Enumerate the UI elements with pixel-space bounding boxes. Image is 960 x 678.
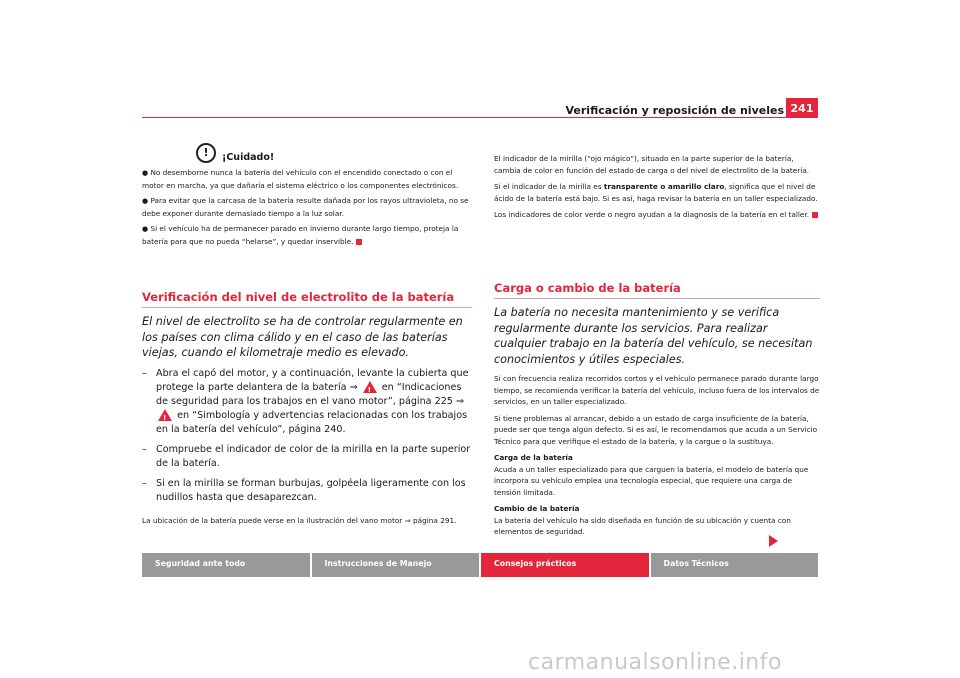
warning-triangle-icon	[158, 409, 172, 421]
exclamation-icon: !	[196, 143, 216, 163]
tab-instrucciones[interactable]: Instrucciones de Manejo	[312, 553, 480, 577]
paragraph: Los indicadores de color verde o negro ayudan a la diagnosis de la batería en el taller.	[494, 209, 820, 221]
page-number: 241	[786, 98, 818, 118]
warning-heading	[142, 146, 472, 163]
warning-bullet-text: Si el vehículo ha de permanecer parado en invierno durante largo tiempo, proteja la batería para que no pueda “helarse”, y quedar inservible.	[142, 224, 459, 246]
section-end-mark	[812, 212, 818, 218]
header-rule	[142, 117, 818, 118]
section-end-mark	[356, 239, 362, 245]
warning-box	[142, 146, 472, 251]
step-text: Compruebe el indicador de color de la mirilla en la parte superior de la batería.	[156, 443, 471, 469]
warning-bullet	[142, 167, 472, 191]
section-title: Verificación del nivel de electrolito de la batería	[142, 290, 472, 308]
bullet-icon: ●	[142, 197, 149, 205]
tab-consejos[interactable]: Consejos prácticos	[481, 553, 649, 577]
running-header-title: Verificación y reposición de niveles	[565, 104, 784, 117]
paragraph: Si con frecuencia realiza recorridos cortos y el vehículo permanece parado durante largo tiempo, se recomienda verificar la batería del vehículo, incluso fuera de los intervalos de servicios, en un taller especializado.	[494, 374, 820, 406]
warning-bullet-text: Para evitar que la carcasa de la batería resulte dañada por los rayos ultravioleta, no se debe exponer durante demasiado tiempo a la luz solar.	[142, 196, 469, 218]
electrolyte-section	[142, 290, 472, 526]
paragraph: Si el indicador de la mirilla es transparente o amarillo claro, significa que el nivel de ácido de la batería está bajo. Si es así, haga revisar la batería en un taller especializado.	[494, 182, 818, 203]
tab-datos[interactable]: Datos Técnicos	[651, 553, 819, 577]
step-item: – Abra el capó del motor, y a continuación, levante la cubierta que protege la parte delantera de la batería ⇒ ! en “Indicaciones de seguridad para los trabajos en el vano motor”, página 225 ⇒ ! en “Simbología y advertencias relacionadas con los trabajos en la batería del vehículo”, página 240.	[142, 367, 472, 437]
section-lead: El nivel de electrolito se ha de controlar regularmente en los países con clima cálido y en el caso de las baterías viejas, cuando el kilometraje medio es elevado.	[142, 315, 463, 359]
warning-bullet	[142, 223, 472, 247]
indicator-text	[494, 153, 820, 226]
subheading: Cambio de la batería	[494, 504, 580, 513]
section-lead: La batería no necesita mantenimiento y se verifica regularmente durante los servicios. Para realizar cualquier trabajo en la batería del vehículo, se necesitan conocimientos y útiles especiales.	[494, 306, 813, 366]
bullet-icon: ●	[142, 225, 149, 233]
step-item: – Si en la mirilla se forman burbujas, golpéela ligeramente con los nudillos hasta que desaparezcan.	[142, 477, 472, 505]
paragraph: La batería del vehículo ha sido diseñada en función de su ubicación y cuenta con elementos de seguridad.	[494, 515, 791, 536]
footer-nav	[142, 553, 818, 577]
highlighted-term: transparente o amarillo claro	[603, 182, 725, 191]
paragraph: Si tiene problemas al arrancar, debido a un estado de carga insuficiente de la batería, puede ser que tenga algún defecto. Si es así, le recomendamos que acuda a un Servicio Técnico para que verifique el estado de la batería, y la cargue o la sustituya.	[494, 413, 818, 446]
step-text: en “Indicaciones de seguridad para los trabajos en el vano motor”, página 225 ⇒	[156, 381, 464, 407]
step-item: – Compruebe el indicador de color de la mirilla en la parte superior de la batería.	[142, 443, 471, 469]
note-text: La ubicación de la batería puede verse en la ilustración del vano motor ⇒ página 291.	[142, 515, 457, 525]
step-text: Abra el capó del motor, y a continuación, levante la cubierta que protege la parte delantera de la batería ⇒	[156, 367, 469, 393]
section-title: Carga o cambio de la batería	[494, 281, 820, 299]
step-text: Si en la mirilla se forman burbujas, golpéela ligeramente con los nudillos hasta que desaparezcan.	[156, 477, 466, 503]
charge-section	[494, 281, 820, 543]
warning-triangle-icon	[363, 381, 377, 393]
warning-bullet	[142, 195, 472, 219]
warning-heading-text: ¡Cuidado!	[222, 152, 275, 163]
paragraph: Acuda a un taller especializado para que carguen la batería, el modelo de batería que incorpora su vehículo emplea una tecnología especial, que requiere una carga de tensión limitada.	[494, 464, 809, 497]
bullet-icon: ●	[142, 169, 149, 177]
warning-bullet-text: No desemborne nunca la batería del vehículo con el encendido conectado o con el motor en marcha, ya que dañaría el sistema eléctrico o los componentes electrónicos.	[142, 168, 459, 190]
step-text: en “Simbología y advertencias relacionadas con los trabajos en la batería del vehículo”, página 240.	[156, 409, 468, 435]
paragraph: El indicador de la mirilla (“ojo mágico”), situado en la parte superior de la batería, cambia de color en función del estado de carga o del nivel de electrolito de la batería.	[494, 154, 810, 175]
tab-seguridad[interactable]: Seguridad ante todo	[142, 553, 310, 577]
next-page-arrow-icon[interactable]	[769, 535, 778, 547]
watermark: carmanualsonline.info	[528, 650, 782, 675]
subheading: Carga de la batería	[494, 453, 573, 462]
